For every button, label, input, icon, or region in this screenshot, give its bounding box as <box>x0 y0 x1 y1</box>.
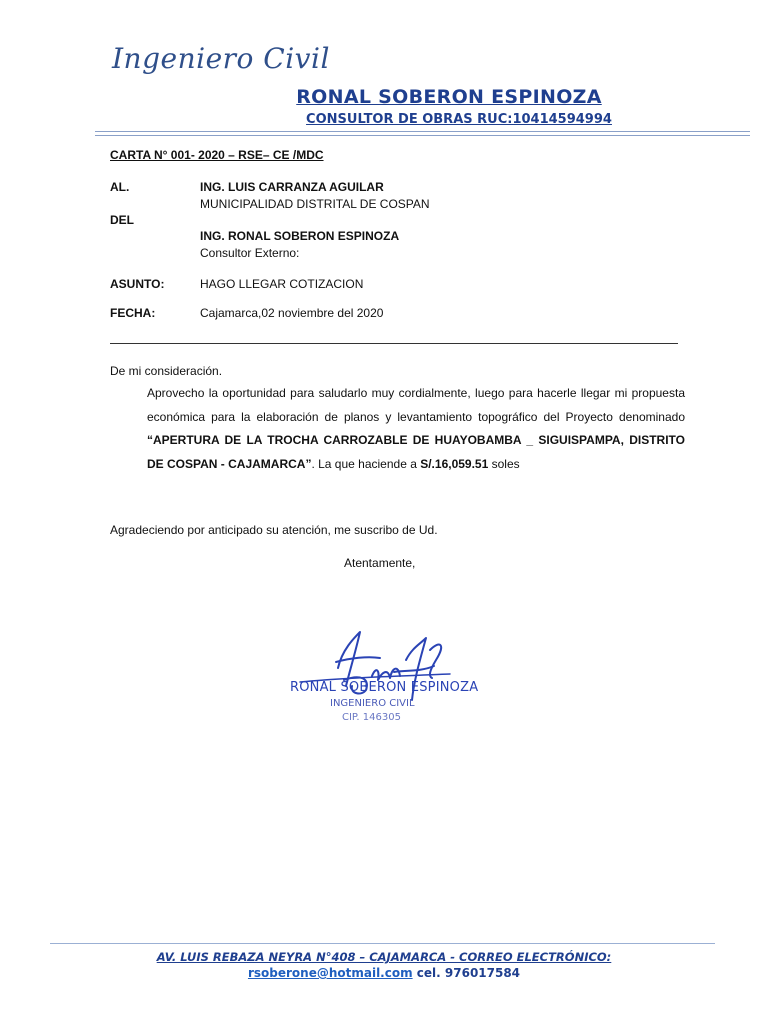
subject-label: ASUNTO: <box>110 277 165 291</box>
letter-reference: CARTA N° 001- 2020 – RSE– CE /MDC <box>110 148 324 162</box>
body-divider <box>110 343 678 344</box>
project-name: “APERTURA DE LA TROCHA CARROZABLE DE HUAYOBAMBA _ SIGUISPAMPA, DISTRITO DE COSPAN - CAJAMARCA” <box>147 433 685 471</box>
footer-contact <box>0 966 768 980</box>
closing-line: Agradeciendo por anticipado su atención, me suscribo de Ud. <box>110 523 438 537</box>
body-paragraph <box>147 382 685 476</box>
to-organization: MUNICIPALIDAD DISTRITAL DE COSPAN <box>200 197 430 211</box>
signature-stamp <box>280 620 480 750</box>
header-name: RONAL SOBERON ESPINOZA <box>296 86 602 108</box>
footer-address: AV. LUIS REBAZA NEYRA N°408 – CAJAMARCA - CORREO ELECTRÓNICO: <box>156 950 612 964</box>
to-label: AL. <box>110 180 130 194</box>
stamp-name: RONAL SOBERON ESPINOZA <box>290 680 479 695</box>
from-name: ING. RONAL SOBERON ESPINOZA <box>200 229 400 243</box>
footer-divider <box>50 943 715 946</box>
date-label: FECHA: <box>110 306 156 320</box>
greeting: De mi consideración. <box>110 364 223 378</box>
body-text-1: Aprovecho la oportunidad para saludarlo muy cordialmente, luego para hacerle llegar mi propuesta económica para la elaboración de planos y levantamiento topográfico del Proyecto denominado <box>147 386 685 424</box>
from-role: Consultor Externo: <box>200 246 300 260</box>
header-script-title: Ingeniero Civil <box>112 42 330 75</box>
body-text-3: soles <box>488 456 520 471</box>
footer-phone: cel. 976017584 <box>412 966 521 980</box>
body-text-2: . La que haciende a <box>311 456 421 471</box>
to-name: ING. LUIS CARRANZA AGUILAR <box>200 180 384 194</box>
stamp-title: INGENIERO CIVIL <box>330 698 415 709</box>
stamp-cip: CIP. 146305 <box>342 712 401 723</box>
footer-email[interactable]: rsoberone@hotmail.com <box>247 966 413 980</box>
header-subtitle: CONSULTOR DE OBRAS RUC:10414594994 <box>306 112 612 127</box>
header-divider <box>95 131 750 136</box>
amount: S/.16,059.51 <box>420 456 489 471</box>
date-value: Cajamarca,02 noviembre del 2020 <box>200 306 384 320</box>
subject-value: HAGO LLEGAR COTIZACION <box>200 277 364 291</box>
sign-off: Atentamente, <box>344 556 416 570</box>
from-label: DEL <box>110 213 134 227</box>
